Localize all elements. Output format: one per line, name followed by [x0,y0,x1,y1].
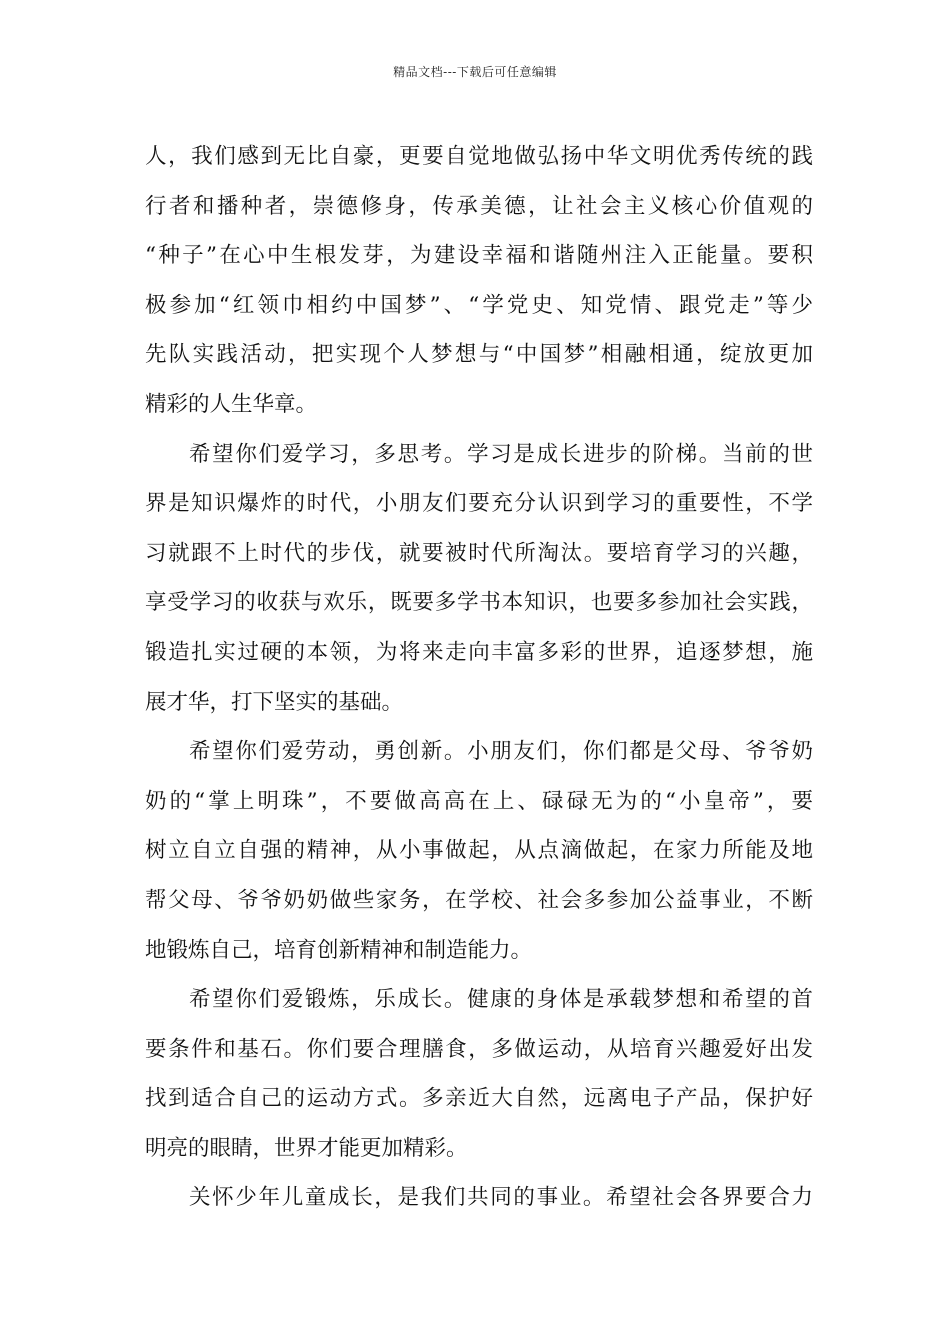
text-line: 先队实践活动，把实现个人梦想与“中国梦”相融相通，绽放更加 [145,342,813,368]
text-line: 关怀少年儿童成长，是我们共同的事业。希望社会各界要合力 [189,1185,813,1211]
text-line: 奶的“掌上明珠”，不要做高高在上、碌碌无为的“小皇帝”，要 [145,788,813,814]
paragraph-care [145,1173,813,1223]
text-line: 极参加“红领巾相约中国梦”、“学党史、知党情、跟党走”等少 [145,292,813,318]
text-line: 精彩的人生华章。 [145,391,318,417]
text-line: 地锻炼自己，培育创新精神和制造能力。 [145,937,533,963]
text-line: 树立自立自强的精神，从小事做起，从点滴做起，在家力所能及地 [145,838,813,864]
text-line: 界是知识爆炸的时代，小朋友们要充分认识到学习的重要性，不学 [145,491,813,517]
text-line: 找到适合自己的运动方式。多亲近大自然，远离电子产品，保护好 [145,1086,813,1112]
paragraph-study [145,430,813,728]
document-body [145,132,813,1223]
text-line: 习就跟不上时代的步伐，就要被时代所淘汰。要培育学习的兴趣， [145,540,813,566]
text-line: 行者和播种者，崇德修身，传承美德，让社会主义核心价值观的 [145,193,813,219]
paragraph-labor [145,727,813,975]
text-line: 帮父母、爷爷奶奶做些家务，在学校、社会多参加公益事业，不断 [145,887,813,913]
paragraph-continuation [145,132,813,430]
paragraph-exercise [145,975,813,1173]
text-line: 要条件和基石。你们要合理膳食，多做运动，从培育兴趣爱好出发 [145,1036,813,1062]
text-line: 展才华，打下坚实的基础。 [145,689,404,715]
text-line: “种子”在心中生根发芽，为建设幸福和谐随州注入正能量。要积 [145,243,813,269]
text-line: 人，我们感到无比自豪，更要自觉地做弘扬中华文明优秀传统的践 [145,144,813,169]
text-line: 希望你们爱学习，多思考。学习是成长进步的阶梯。当前的世 [189,441,813,467]
text-line: 希望你们爱劳动，勇创新。小朋友们，你们都是父母、爷爷奶 [189,739,813,765]
page-header: 精品文档---下载后可任意编辑 [393,65,557,79]
text-line: 明亮的眼睛，世界才能更加精彩。 [145,1135,468,1161]
text-line: 希望你们爱锻炼，乐成长。健康的身体是承载梦想和希望的首 [189,987,813,1013]
text-line: 享受学习的收获与欢乐，既要多学书本知识，也要多参加社会实践， [145,590,813,616]
text-line: 锻造扎实过硬的本领，为将来走向丰富多彩的世界，追逐梦想，施 [145,639,813,665]
